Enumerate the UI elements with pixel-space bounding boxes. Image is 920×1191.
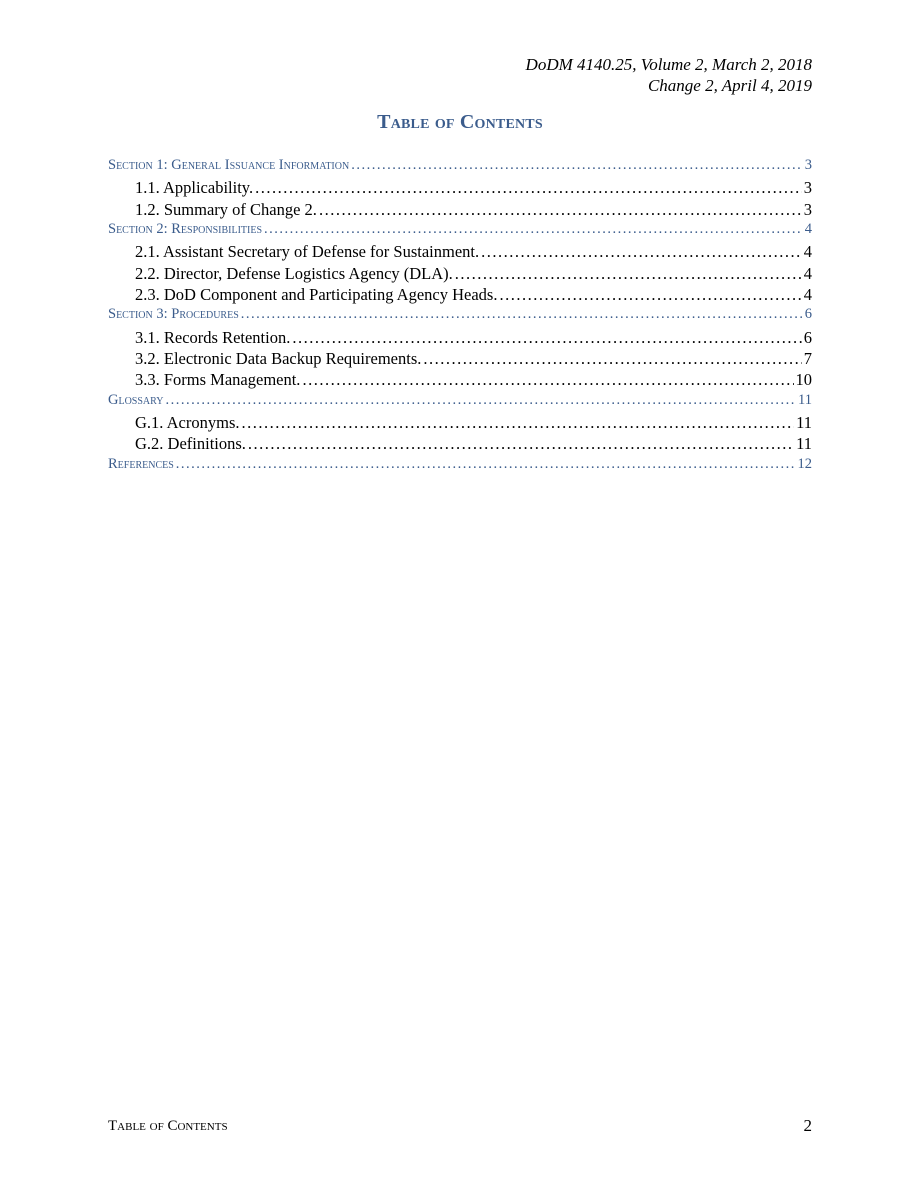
toc-leader-dots	[423, 349, 801, 369]
toc-entry-title: Section 3: Procedures	[108, 306, 239, 323]
toc-page-number: 3	[803, 178, 812, 198]
toc-leader-dots	[242, 413, 795, 433]
toc-page-number: 4	[804, 221, 812, 238]
toc-leader-dots	[499, 285, 801, 305]
toc-leader-dots	[351, 157, 803, 174]
toc-page-number: 7	[803, 349, 812, 369]
toc-entry-link[interactable]	[108, 413, 812, 434]
toc-entry-title: References	[108, 455, 174, 472]
toc-section-link[interactable]	[108, 157, 812, 178]
toc-page-number: 6	[803, 327, 812, 347]
toc-entry-title: Section 2: Responsibilities	[108, 221, 263, 238]
footer-label: Table of Contents	[108, 1118, 228, 1134]
toc-entry-title: 3.1. Records Retention.	[135, 327, 291, 347]
toc-leader-dots	[264, 221, 803, 238]
toc-entry-title: 2.3. DoD Component and Participating Agency Heads.	[135, 285, 498, 305]
toc-page-number: 4	[803, 285, 812, 305]
toc-page-number: 6	[804, 306, 812, 323]
toc-page-number: 11	[798, 391, 812, 408]
document-header	[526, 54, 812, 96]
table-of-contents	[108, 157, 812, 477]
toc-entry-link[interactable]	[108, 370, 812, 391]
toc-entry-link[interactable]	[108, 242, 812, 263]
toc-leader-dots	[166, 392, 797, 409]
toc-entry-title: G.2. Definitions.	[135, 434, 246, 454]
toc-section-link[interactable]	[108, 456, 812, 477]
toc-leader-dots	[455, 264, 802, 284]
toc-entry-link[interactable]	[108, 349, 812, 370]
toc-page-number: 11	[796, 434, 812, 454]
toc-section-link[interactable]	[108, 392, 812, 413]
toc-leader-dots	[292, 328, 801, 348]
toc-leader-dots	[176, 456, 796, 473]
toc-leader-dots	[248, 434, 794, 454]
toc-page-number: 3	[804, 157, 812, 173]
toc-entry-link[interactable]	[108, 200, 812, 221]
toc-entry-title: Section 1: General Issuance Information	[108, 157, 350, 173]
toc-section-link[interactable]	[108, 221, 812, 242]
toc-entry-link[interactable]	[108, 434, 812, 455]
toc-leader-dots	[255, 178, 802, 198]
toc-entry-title: 1.1. Applicability.	[135, 178, 254, 198]
page-title: Table of Contents	[377, 111, 543, 133]
toc-entry-link[interactable]	[108, 285, 812, 306]
toc-entry-title: 2.1. Assistant Secretary of Defense for Sustainment.	[135, 242, 480, 262]
header-document-id: DoDM 4140.25, Volume 2, March 2, 2018	[525, 55, 812, 74]
toc-page-number: 10	[795, 370, 812, 390]
footer-page-number: 2	[803, 1116, 812, 1135]
toc-leader-dots	[319, 200, 802, 220]
toc-page-number: 12	[797, 455, 812, 472]
toc-entry-title: 1.2. Summary of Change 2.	[135, 199, 317, 219]
toc-leader-dots	[241, 306, 803, 323]
toc-page-number: 3	[803, 199, 812, 219]
toc-section-link[interactable]	[108, 306, 812, 327]
toc-page-number: 4	[803, 242, 812, 262]
toc-entry-title: 3.3. Forms Management.	[135, 370, 301, 390]
toc-entry-title: 2.2. Director, Defense Logistics Agency (DLA).	[135, 263, 453, 283]
toc-entry-link[interactable]	[108, 178, 812, 199]
toc-entry-link[interactable]	[108, 264, 812, 285]
toc-page-number: 4	[803, 263, 812, 283]
toc-entry-title: 3.2. Electronic Data Backup Requirements.	[135, 349, 422, 369]
toc-page-number: 11	[796, 413, 812, 433]
toc-leader-dots	[302, 370, 793, 390]
toc-entry-title: Glossary	[108, 391, 164, 408]
header-change-date: Change 2, April 4, 2019	[647, 76, 812, 95]
toc-entry-link[interactable]	[108, 328, 812, 349]
toc-entry-title: G.1. Acronyms.	[135, 413, 240, 433]
toc-leader-dots	[481, 242, 802, 262]
